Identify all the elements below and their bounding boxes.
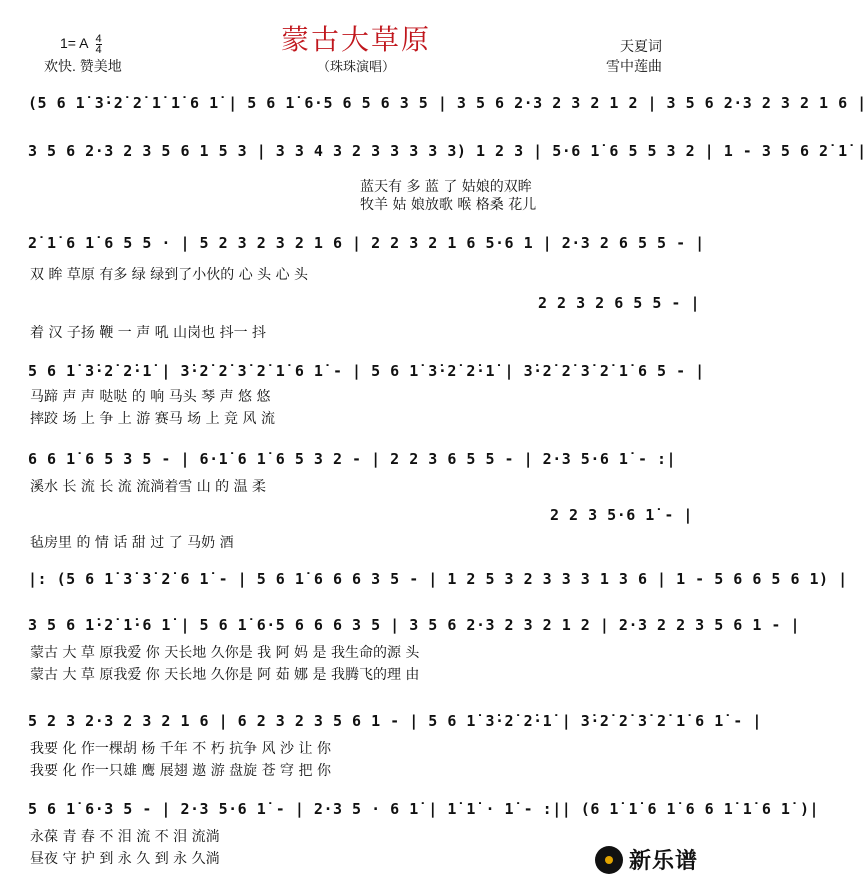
lyric-row-2-a: 蓝天有 多 蓝 了 姑娘的双眸 [360,179,532,195]
notation-row-5-alt: 2 2 3 5·6 1̇ - | [550,506,693,524]
notation-row-2: 3 5 6 2·3 2 3 5 6 1 5 3 | 3 3 4 3 2 3 3 3 3 3) 1 2 3 | 5·6 1̇ 6 5 5 3 2 | 1 - 3 5 6 2̇ 1̇ | [28,142,867,160]
notation-row-5: 6 6 1̇ 6 5 3 5 - | 6·1̇ 6 1̇ 6 5 3 2 - | 2 2 3 6 5 5 - | 2·3 5·6 1̇ - :| [28,450,677,468]
notation-row-3-alt: 2 2 3 2 6 5 5 - | [538,294,701,312]
lyric-row-3-alt: 着 汉 子扬 鞭 一 声 吼 山岗也 抖一 抖 [30,325,267,341]
lyric-row-8-a: 我要 化 作一棵胡 杨 千年 不 朽 抗争 风 沙 让 你 [30,741,331,757]
logo-text: 新乐谱 [628,848,698,873]
lyricist-credit: 天夏词 [620,38,662,54]
notation-row-4: 5 6 1̇ 3̇·2̇ 2̇·1̇ | 3̇·2̇ 2̇ 3̇ 2̇ 1̇ 6 1̇ - | 5 6 1̇ 3̇·2̇ 2̇·1̇ | 3̇·2̇ 2̇ 3̇ 2̇ 1̇ 6 5 - | [28,362,705,380]
key-label: 1= A [60,35,88,52]
lyric-row-8-b: 我要 化 作一只雄 鹰 展翅 遨 游 盘旋 苍 穹 把 你 [30,763,331,779]
lyric-row-4-a: 马蹄 声 声 哒哒 的 响 马头 琴 声 悠 悠 [30,389,271,405]
lyric-row-4-b: 摔跤 场 上 争 上 游 赛马 场 上 竞 风 流 [30,411,275,427]
singer-credit: （珠珠演唱） [316,59,395,74]
song-title: 蒙古大草原 [280,23,431,56]
composer-credit: 雪中莲曲 [606,58,662,74]
notation-row-1: (5 6 1̇ 3̇·2̇ 2̇ 1̇ 1̇ 6 1̇ | 5 6 1̇ 6·5 6 5 6 3 5 | 3 5 6 2·3 2 3 2 1 2 | 3 5 6 2·3 2 3 2 1 6 | [28,94,867,112]
key-signature [60,34,102,55]
lyric-row-9-a: 永葆 青 春 不 泪 流 不 泪 流淌 [30,829,220,845]
time-signature [96,34,102,55]
lyric-row-7-b: 蒙古 大 草 原我爱 你 天长地 久你是 阿 茹 娜 是 我腾飞的理 由 [30,667,420,683]
lyric-row-5: 溪水 长 流 长 流 流淌着雪 山 的 温 柔 [30,479,267,495]
lyric-row-3: 双 眸 草原 有多 绿 绿到了小伙的 心 头 心 头 [30,267,309,283]
vinyl-record-icon [595,846,623,874]
site-logo [595,844,698,875]
time-bottom: 4 [95,44,102,56]
notation-row-6: |: (5 6 1̇ 3̇ 3̇ 2̇ 6 1̇ - | 5 6 1̇ 6 6 6 3 5 - | 1 2 5 3 2 3 3 3 1 3 6 | 1 - 5 6 6 5 6 1) | [28,570,848,588]
lyric-row-2-b: 牧羊 姑 娘放歌 喉 格桑 花儿 [360,197,537,213]
lyric-row-7-a: 蒙古 大 草 原我爱 你 天长地 久你是 我 阿 妈 是 我生命的源 头 [30,645,420,661]
notation-row-9: 5 6 1̇ 6·3 5 - | 2·3 5·6 1̇ - | 2·3 5 · 6 1̇ | 1̇ 1̇ · 1̇ - :|| (6 1̇ 1̇ 6 1̇ 6 6 1̇ 1̇ 6 1̇ )| [28,800,820,818]
notation-row-3: 2̇ 1̇ 6 1̇ 6 5 5 · | 5 2 3 2 3 2 1 6 | 2 2 3 2 1 6 5·6 1 | 2·3 2 6 5 5 - | [28,234,705,252]
lyric-row-9-b: 昼夜 守 护 到 永 久 到 永 久淌 [30,851,220,867]
tempo-marking: 欢快. 赞美地 [44,58,122,74]
notation-row-8: 5 2 3 2·3 2 3 2 1 6 | 6 2 3 2 3 5 6 1 - | 5 6 1̇ 3̇·2̇ 2̇·1̇ | 3̇·2̇ 2̇ 3̇ 2̇ 1̇ 6 1̇ - | [28,712,762,730]
lyric-row-5-alt: 毡房里 的 情 话 甜 过 了 马奶 酒 [30,535,234,551]
time-top: 4 [95,33,102,45]
notation-row-7: 3 5 6 1̇·2̇ 1̇·6 1̇ | 5 6 1̇ 6·5 6 6 6 3 5 | 3 5 6 2·3 2 3 2 1 2 | 2·3 2 2 3 5 6 1 - | [28,616,800,634]
